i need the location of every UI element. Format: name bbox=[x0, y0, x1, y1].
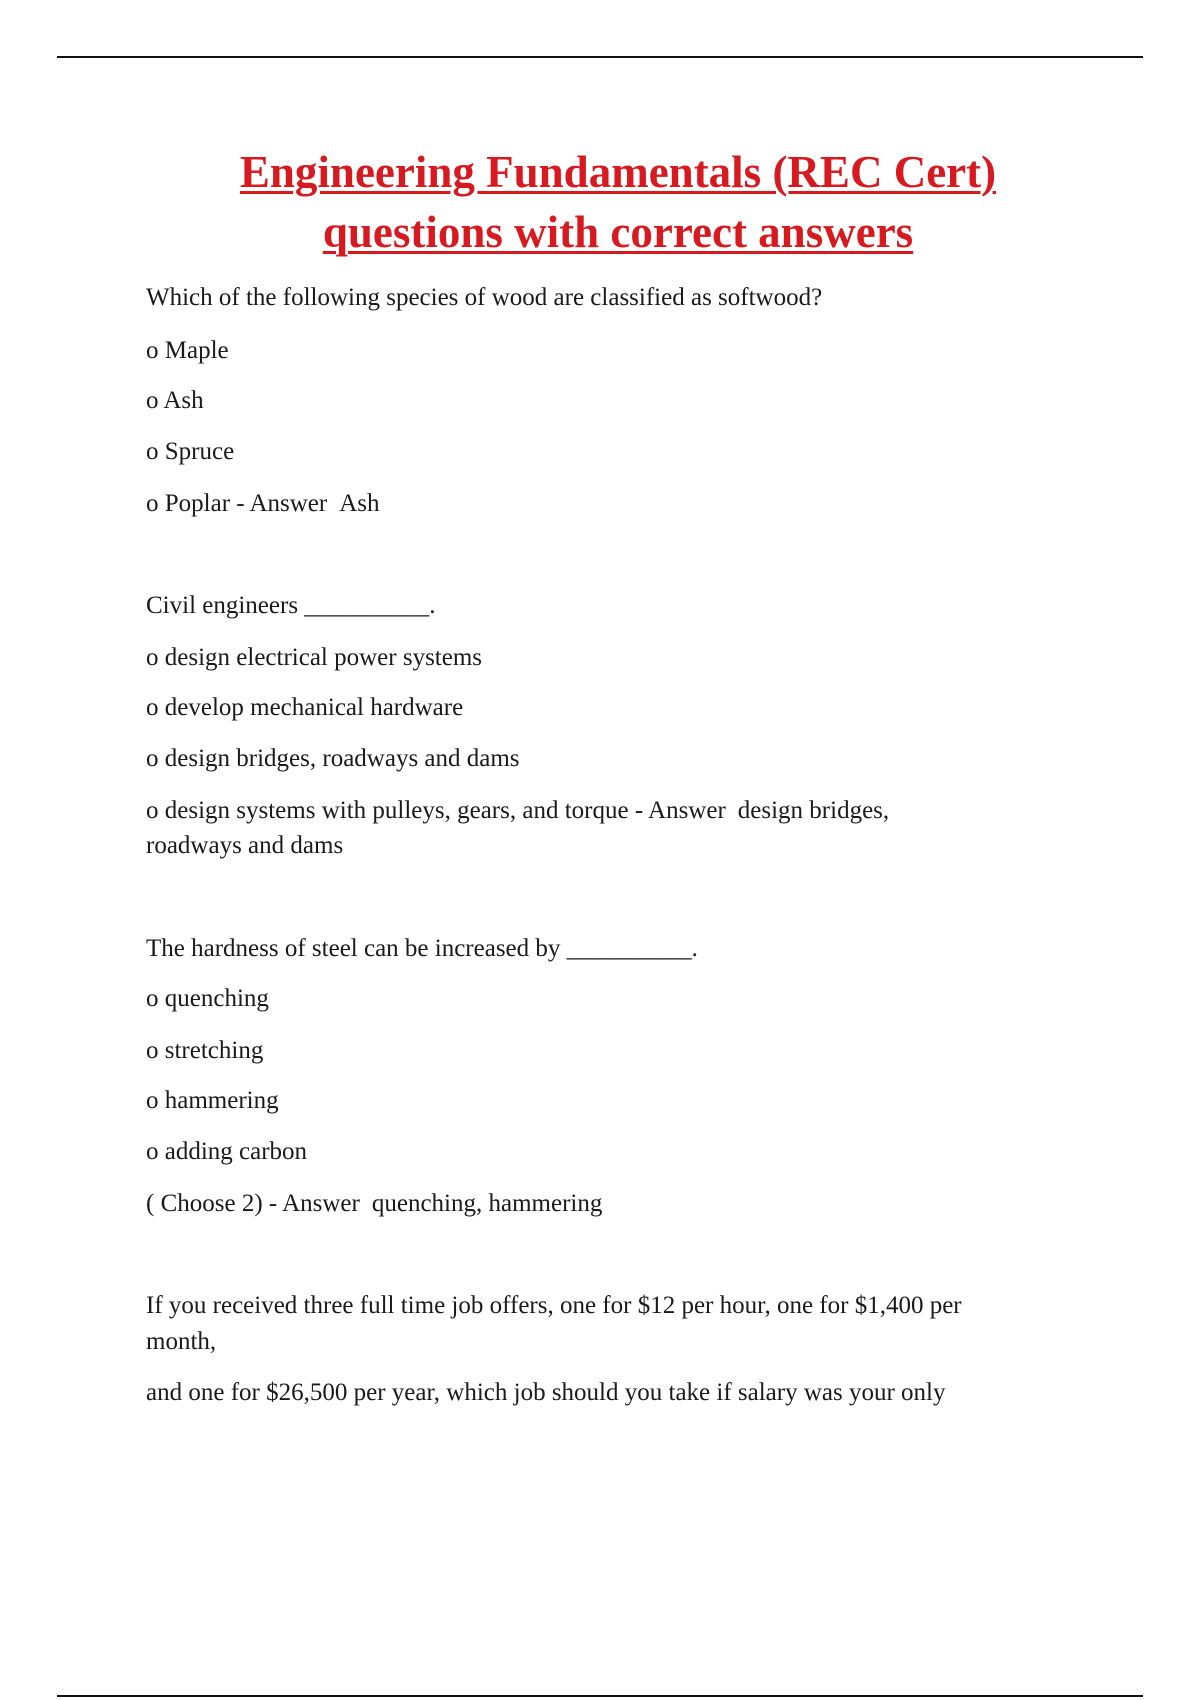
question-2-option-4-text: o design systems with pulleys, gears, and torque - Answer bbox=[146, 797, 726, 824]
question-1-option-2: o Ash bbox=[146, 387, 204, 414]
question-3-option-1: o quenching bbox=[146, 985, 269, 1012]
bottom-rule bbox=[57, 1695, 1143, 1697]
question-1-option-3: o Spruce bbox=[146, 438, 235, 465]
document-title bbox=[0, 142, 1200, 262]
question-1-option-1: o Maple bbox=[146, 337, 229, 364]
question-1-option-4 bbox=[146, 487, 380, 521]
question-2-answer: design bridges, bbox=[737, 797, 890, 824]
question-2-option-3: o design bridges, roadways and dams bbox=[146, 745, 520, 772]
question-2-answer-continued: roadways and dams bbox=[146, 832, 344, 859]
title-line-2: questions with correct answers bbox=[322, 207, 914, 257]
question-3-option-4: o adding carbon bbox=[146, 1138, 308, 1165]
question-2-option-2: o develop mechanical hardware bbox=[146, 694, 464, 721]
question-3-note-line bbox=[146, 1187, 602, 1221]
question-4-prompt-line-3: and one for $26,500 per year, which job should you take if salary was your only bbox=[146, 1379, 946, 1406]
question-2-option-1: o design electrical power systems bbox=[146, 644, 483, 671]
question-3-answer: quenching, hammering bbox=[371, 1190, 603, 1217]
question-3-option-3: o hammering bbox=[146, 1087, 279, 1114]
question-1-answer: Ash bbox=[339, 490, 380, 517]
top-rule bbox=[57, 56, 1143, 58]
question-1-option-4-text: o Poplar - Answer bbox=[146, 490, 328, 517]
question-3-prompt: The hardness of steel can be increased by __________. bbox=[146, 935, 698, 962]
question-4-prompt-line-1: If you received three full time job offers, one for $12 per hour, one for $1,400 per bbox=[146, 1292, 962, 1319]
question-2-option-4 bbox=[146, 794, 889, 828]
question-3-note: ( Choose 2) - Answer bbox=[146, 1190, 360, 1217]
title-line-1: Engineering Fundamentals (REC Cert) bbox=[239, 147, 997, 197]
question-2-prompt: Civil engineers __________. bbox=[146, 592, 436, 619]
question-3-option-2: o stretching bbox=[146, 1037, 264, 1064]
question-4-prompt-line-2: month, bbox=[146, 1328, 217, 1355]
question-1-prompt: Which of the following species of wood are classified as softwood? bbox=[146, 284, 823, 311]
